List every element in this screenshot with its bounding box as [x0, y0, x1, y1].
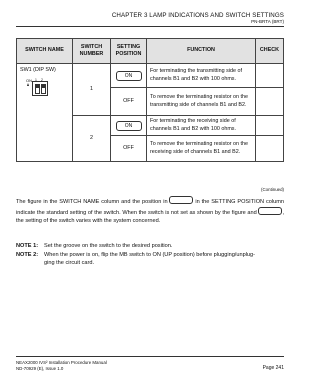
dip-switch-body: [32, 78, 48, 96]
note-text-continued: ging the circuit card.: [44, 260, 95, 267]
para-part-1: The figure in the SWITCH NAME column and the position in: [16, 199, 168, 205]
dip-switch-figure: [26, 78, 56, 102]
setting-on-box: ON: [116, 71, 142, 81]
dip-on-label: ON: [26, 78, 32, 84]
header-rule: [16, 26, 284, 27]
setting-cell: [111, 64, 147, 88]
col-header-switch-name: SWITCH NAME: [17, 39, 73, 64]
dip-number-1: 1: [35, 78, 37, 83]
card-name: PN-BRTA (BRT): [251, 19, 284, 24]
document-number: ND-70929 (E), Issue 1.0: [16, 366, 64, 371]
note-text: When the power is on, flip the MB switch to ON (UP position) before plugging/unplug-: [44, 252, 256, 258]
table-header-row: [17, 39, 284, 64]
note-text: Set the groove on the switch to the desired position.: [44, 243, 173, 249]
para-part-2: in the SETTING POSITION column indicate the standard setting of the switch. When the switch is not set as shown by the figure and: [16, 199, 284, 216]
para-part-3: , the setting of the switch varies with the system concerned.: [16, 209, 284, 225]
check-cell[interactable]: [256, 136, 284, 162]
continued-label: (Continued): [261, 187, 284, 192]
note-2: [16, 251, 284, 268]
function-cell: To remove the terminating resistor on the transmitting side of channels B1 and B2.: [147, 88, 256, 116]
switch-settings-table: [16, 38, 284, 162]
footer-rule: [16, 356, 284, 357]
note-1: [16, 242, 284, 250]
check-cell[interactable]: [256, 116, 284, 136]
setting-cell: OFF: [111, 136, 147, 162]
setting-cell: [111, 116, 147, 136]
col-header-check: CHECK: [256, 39, 284, 64]
dip-toggle-1: [35, 84, 40, 94]
page-number: Page 241: [262, 365, 284, 371]
table-row: [17, 64, 284, 88]
col-header-setting-position: SETTING POSITION: [111, 39, 147, 64]
function-cell: For terminating the transmitting side of channels B1 and B2 with 100 ohms.: [147, 64, 256, 88]
up-arrow-icon: [27, 83, 29, 86]
setting-box-icon: [169, 196, 193, 204]
switch-name-text: SW1 (DIP SW): [20, 67, 56, 73]
switch-number-cell: 1: [73, 64, 111, 116]
setting-on-box: ON: [116, 121, 142, 131]
setting-box-icon: [258, 207, 282, 215]
dip-number-2: 2: [41, 78, 43, 83]
function-cell: For terminating the receiving side of channels B1 and B2 with 100 ohms.: [147, 116, 256, 136]
switch-number-cell: 2: [73, 116, 111, 162]
note-label: NOTE 2:: [16, 252, 39, 258]
col-header-switch-number: SWITCH NUMBER: [73, 39, 111, 64]
setting-cell: OFF: [111, 88, 147, 116]
manual-title: NEAX2000 IVS² Installation Procedure Manual: [16, 360, 107, 365]
chapter-header: CHAPTER 3 LAMP INDICATIONS AND SWITCH SETTINGS: [111, 12, 284, 19]
col-header-function: FUNCTION: [147, 39, 256, 64]
explanation-paragraph: [16, 196, 284, 226]
note-label: NOTE 1:: [16, 243, 39, 249]
function-cell: To remove the terminating resistor on the receiving side of channels B1 and B2.: [147, 136, 256, 162]
dip-toggle-2: [41, 84, 46, 94]
check-cell[interactable]: [256, 88, 284, 116]
switch-name-cell: [17, 64, 73, 162]
check-cell[interactable]: [256, 64, 284, 88]
